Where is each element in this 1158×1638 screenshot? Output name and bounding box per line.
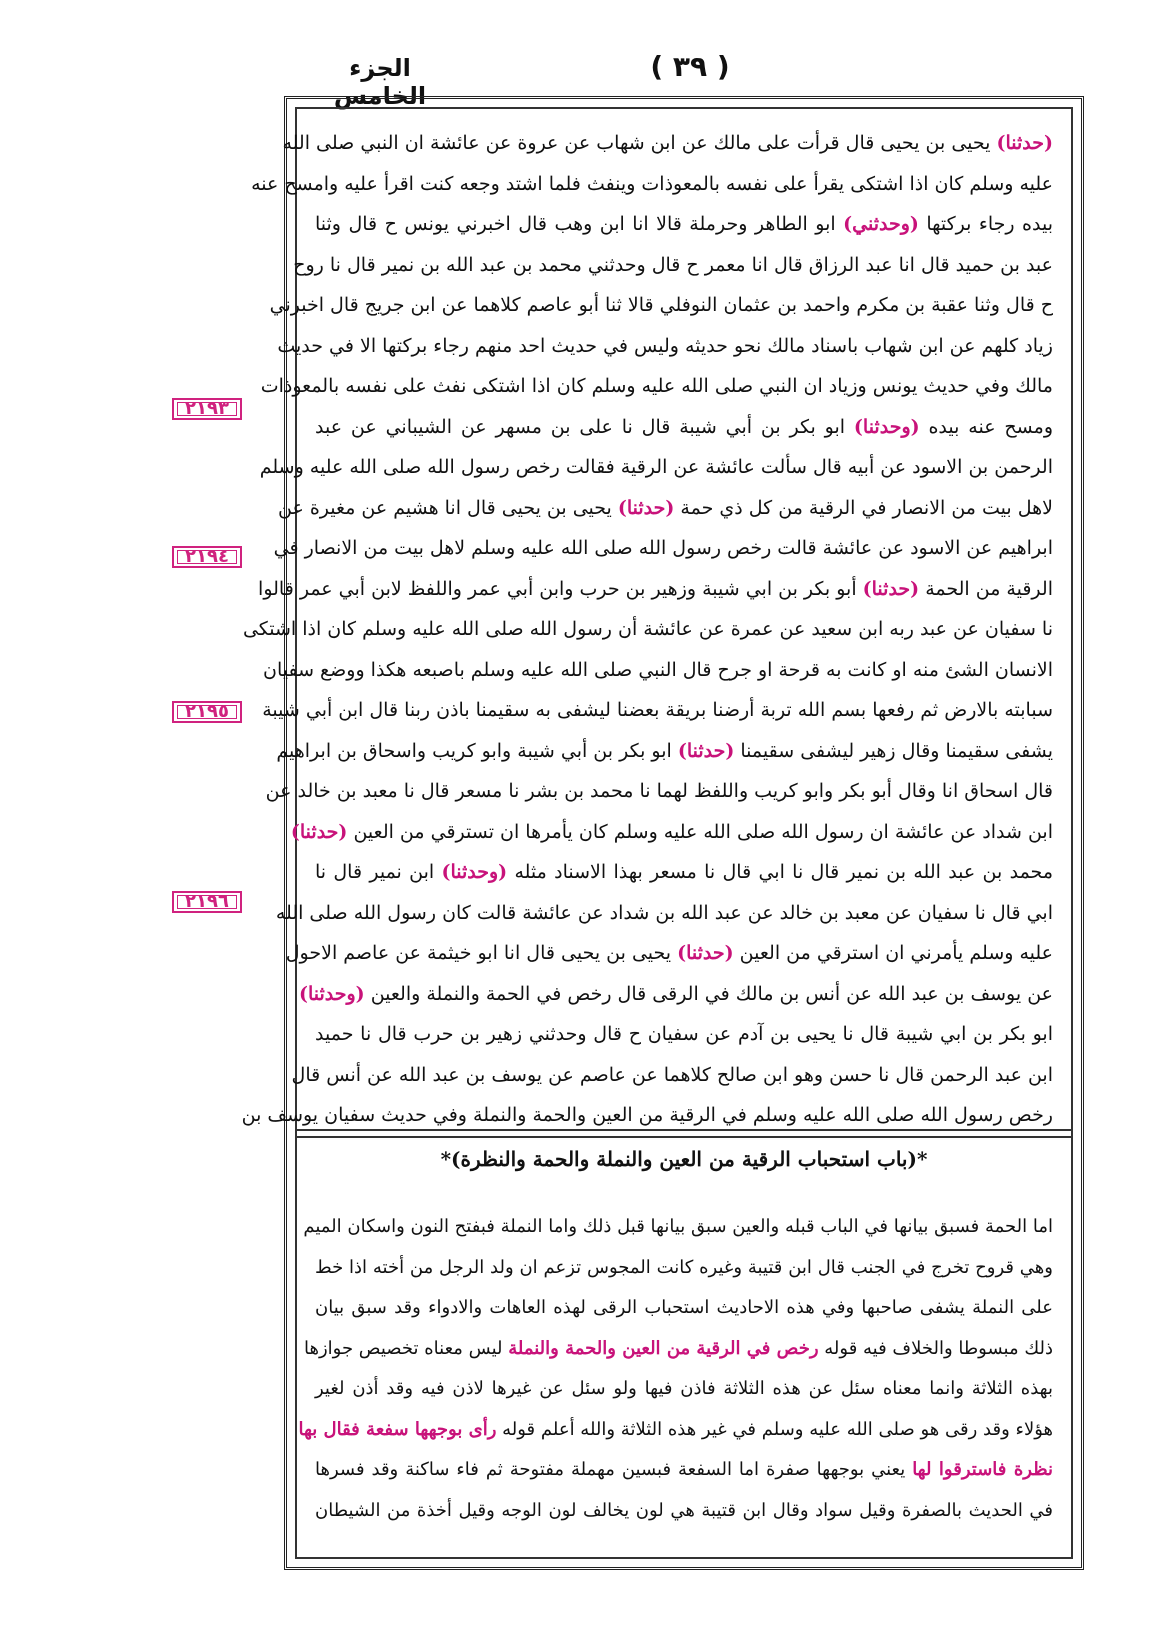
hadith-line: مالك وفي حديث يونس وزياد ان النبي صلى الله عليه وسلم كان اذا اشتكى نفث على نفسه بالمعوذات [260, 375, 1053, 397]
commentary-line [303, 1207, 1053, 1248]
hadith-line: ابي قال نا سفيان عن معبد بن خالد عن عبد الله بن شداد عن عائشة قالت كان رسول الله صلى الله [275, 901, 1053, 924]
hadith-line: نا سفيان عن عبد ربه ابن سعيد عن عمرة عن عائشة أن رسول الله صلى الله عليه وسلم كان اذا اشتكى [242, 618, 1053, 640]
commentary-line [298, 1410, 1053, 1451]
inner-frame [241, 107, 1073, 1559]
hadith-line: الرحمن بن الاسود عن أبيه قال سألت عائشة عن الرقية فقالت رخص رسول الله صلى الله عليه وسلم [259, 456, 1053, 478]
hadith-line: الانسان الشئ منه او كانت به قرحة او جرح قال النبي صلى الله عليه وسلم باصبعه هكذا ووضع سفيان [262, 658, 1053, 681]
commentary-line [315, 1288, 1053, 1329]
isnad-marker: (حدثنا) [677, 739, 735, 762]
page-frame [241, 96, 1084, 1570]
hadith-line: ح قال وثنا عقبة بن مكرم واحمد بن عثمان النوفلي قالا ثنا أبو عاصم كلاهما عن ابن جريج قال اخبرني [269, 294, 1053, 316]
hadith-line: سبابته بالارض ثم رفعها بسم الله تربة أرضنا بريقة بعضنا ليشفى به سقيمنا باذن ربنا قال ابن أبي شيبة [262, 699, 1053, 721]
hadith-line: الرقية من الحمة (حدثنا) أبو بكر بن ابي شيبة وزهير بن حرب وابن أبي عمر واللفظ لابن أبي عمر قالوا [258, 577, 1053, 600]
isnad-marker: (وحدثنا) [441, 861, 508, 883]
commentary-line [315, 1450, 1053, 1491]
part-title: الجزء الخامس [333, 54, 427, 110]
hadith-line: ابن عبد الرحمن قال نا حسن وهو ابن صالح كلاهما عن عاصم عن يوسف بن عبد الله عن أنس قال [291, 1063, 1053, 1086]
isnad-marker: (وحدثنا) [853, 415, 920, 438]
commentary-block [298, 1207, 1053, 1547]
hadith-line: ابن شداد عن عائشة ان رسول الله صلى الله عليه وسلم كان يأمرها ان تسترقي من العين (حدثنا) [290, 820, 1053, 843]
commentary-line [303, 1329, 1053, 1370]
commentary-line [315, 1491, 1053, 1532]
commentary-text: ليس معناه تخصيص جوازها [303, 1337, 509, 1359]
hadith-line: ابو بكر بن ابي شيبة قال نا يحيى بن آدم عن سفيان ح قال وحدثني زهير بن حرب قال نا حميد [315, 1023, 1053, 1045]
hadith-number-box: ٢١٩٤ [172, 546, 242, 568]
commentary-text: بهذه الثلاثة وانما معناه سئل عن هذه الثلاثة فاذن فيها ولو سئل عن غيرها لاذن فيه وقد أذن لغير [315, 1378, 1053, 1399]
hadith-line: قال اسحاق انا وقال أبو بكر وابو كريب واللفظ لهما نا محمد بن بشر نا مسعر قال نا معبد بن خالد عن [265, 780, 1053, 802]
page-number: ( ٣٩ ) [650, 50, 730, 83]
hadith-line: يشفى سقيمنا وقال زهير ليشفى سقيمنا (حدثنا) ابو بكر بن أبي شيبة وابو كريب واسحاق بن ابراهيم [276, 739, 1053, 762]
hadith-line: (حدثنا) يحيى بن يحيى قال قرأت على مالك عن ابن شهاب عن عروة عن عائشة ان النبي صلى الله [282, 132, 1053, 154]
hadith-line: ابراهيم عن الاسود عن عائشة قالت رخص رسول الله صلى الله عليه وسلم لاهل بيت من الانصار في [273, 537, 1053, 559]
isnad-marker: (حدثنا) [996, 132, 1053, 154]
hadith-line: محمد بن عبد الله بن نمير قال نا ابي قال نا مسعر بهذا الاسناد مثله (وحدثنا) ابن نمير قال نا [315, 861, 1053, 883]
hadith-line: عبد بن حميد قال انا عبد الرزاق قال انا معمر ح قال وحدثني محمد بن عبد الله بن نمير قال نا روح [293, 253, 1053, 276]
hadith-line: عليه وسلم كان اذا اشتكى يقرأ على نفسه بالمعوذات وينفث فلما اشتد وجعه كنت اقرأ عليه وامسح عنه [251, 172, 1053, 195]
section-divider [297, 1129, 1071, 1138]
page-header [0, 50, 1158, 110]
commentary-text: ذلك مبسوطا والخلاف فيه قوله [818, 1337, 1053, 1359]
hadith-line: بيده رجاء بركتها (وحدثني) ابو الطاهر وحرملة قالا انا ابن وهب قال اخبرني يونس ح قال وثنا [315, 213, 1053, 235]
hadith-number-box: ٢١٩٥ [172, 701, 242, 723]
commentary-text: يعني بوجهها صفرة اما السفعة فبسين مهملة مفتوحة ثم فاء ساكنة وقد فسرها [315, 1459, 913, 1480]
isnad-marker: (حدثنا) [862, 577, 920, 600]
isnad-marker: (وحدثني) [843, 213, 919, 235]
chapter-heading: *(باب استحباب الرقية من العين والنملة والحمة والنظرة)* [440, 1147, 928, 1171]
isnad-marker: (وحدثنا) [298, 982, 365, 1005]
hadith-line: رخص رسول الله صلى الله عليه وسلم في الرقية من العين والحمة والنملة وفي حديث سفيان يوسف بن [241, 1104, 1053, 1126]
hadith-line: عن يوسف بن عبد الله عن أنس بن مالك في الرقى قال رخص في الحمة والنملة والعين (وحدثنا) [298, 982, 1053, 1005]
isnad-marker: (حدثنا) [290, 820, 348, 843]
hadith-number-box: ٢١٩٣ [172, 398, 242, 420]
quoted-phrase: رخص في الرقية من العين والحمة والنملة [508, 1337, 819, 1359]
hadith-line: لاهل بيت من الانصار في الرقية من كل ذي حمة (حدثنا) يحيى بن يحيى قال انا هشيم عن مغيرة عن [278, 496, 1053, 519]
hadith-line: زياد كلهم عن ابن شهاب باسناد مالك نحو حديثه وليس في حديث احد منهم رجاء بركتها الا في حديث [277, 334, 1053, 357]
hadith-text-block [241, 123, 1053, 1126]
commentary-text: في الحديث بالصفرة وقيل سواد وقال ابن قتيبة هي لون يخالف لون الوجه وقيل أخذة من الشيطان [315, 1499, 1053, 1521]
isnad-marker: (حدثنا) [677, 942, 734, 964]
quoted-phrase: رأى بوجهها سفعة فقال بها [298, 1418, 497, 1440]
hadith-line: عليه وسلم يأمرني ان استرقي من العين (حدثنا) يحيى بن يحيى قال انا ابو خيثمة عن عاصم الاحول [285, 942, 1053, 964]
hadith-line: ومسح عنه بيده (وحدثنا) ابو بكر بن أبي شيبة قال نا على بن مسهر عن الشيباني عن عبد [315, 415, 1053, 438]
commentary-text: على النملة يشفى صاحبها وفي هذه الاحاديث استحباب الرقى لهذه العاهات والادواء وقد سبق بيان [315, 1297, 1053, 1318]
commentary-text: وهي قروح تخرج في الجنب قال ابن قتيبة وغيره كانت المجوس تزعم ان ولد الرجل من أخته اذا خط [315, 1256, 1053, 1278]
commentary-text: اما الحمة فسبق بيانها في الباب قبله والعين سبق بيانها قبل ذلك واما النملة فبفتح النون واسكان الميم [303, 1216, 1053, 1237]
commentary-line [315, 1248, 1053, 1289]
isnad-marker: (حدثنا) [617, 496, 675, 519]
quoted-phrase: نظرة فاسترقوا لها [912, 1459, 1053, 1480]
commentary-text: هؤلاء وقد رقى هو صلى الله عليه وسلم في غير هذه الثلاثة والله أعلم قوله [496, 1418, 1053, 1440]
hadith-number-box: ٢١٩٦ [172, 891, 242, 913]
commentary-line [315, 1369, 1053, 1410]
